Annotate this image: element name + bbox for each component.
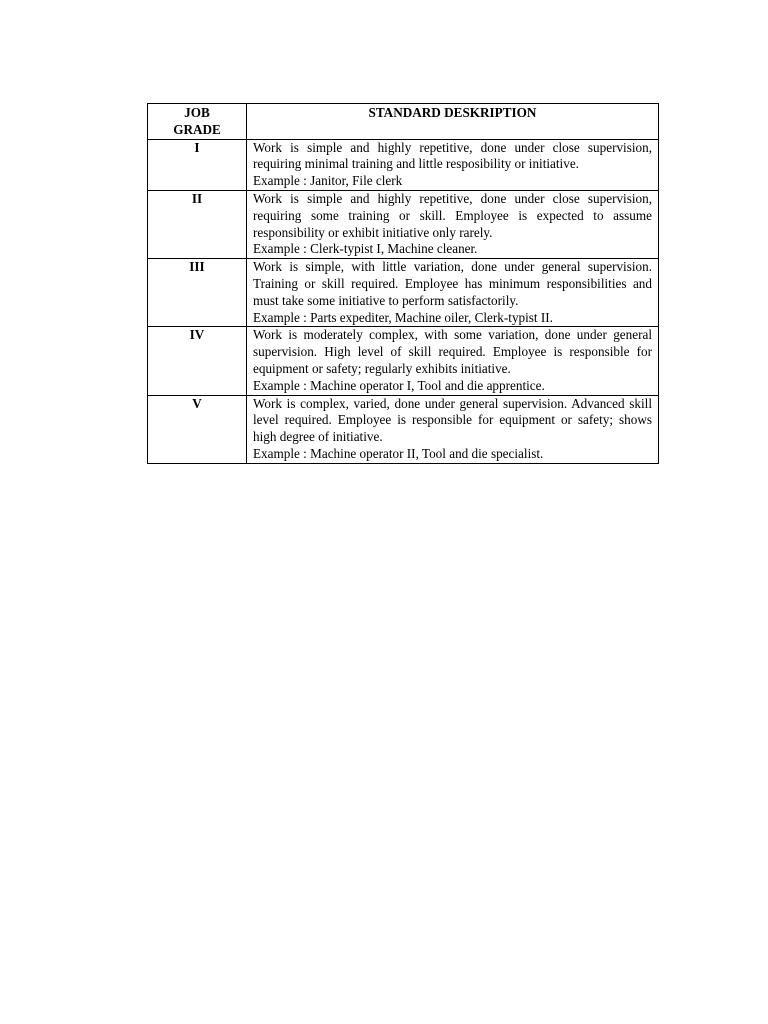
description-cell [247, 139, 659, 190]
description-cell [247, 395, 659, 463]
table-row [148, 327, 659, 395]
description-text: Work is complex, varied, done under general supervision. Advanced skill level required. Employee is responsible for equipment or safety; shows high degree of initiative. [253, 395, 652, 445]
table-row [148, 395, 659, 463]
standard-description-header: STANDARD DESKRIPTION [247, 104, 659, 140]
description-text: Work is simple and highly repetitive, done under close supervision, requiring minimal training and little resposibility or initiative. [253, 139, 652, 172]
header-row [148, 104, 659, 140]
description-text: Work is moderately complex, with some variation, done under general supervision. High level of skill required. Employee is responsible for equipment or safety; regularly exhibits initiative. [253, 327, 652, 376]
example-text: Example : Janitor, File clerk [253, 173, 403, 189]
description-cell [247, 190, 659, 258]
job-grade-header [148, 104, 247, 140]
example-text: Example : Machine operator II, Tool and die specialist. [253, 445, 544, 461]
example-text: Example : Clerk-typist I, Machine cleaner. [253, 241, 478, 257]
job-grade-cell: I [148, 139, 247, 190]
description-cell [247, 327, 659, 395]
table-header [148, 104, 659, 140]
description-cell [247, 259, 659, 327]
table-row [148, 259, 659, 327]
job-grade-cell: IV [148, 327, 247, 395]
description-text: Work is simple and highly repetitive, done under close supervision, requiring some training or skill. Employee is expected to assume responsibility or exhibit initiative only rarely. [253, 190, 652, 240]
example-text: Example : Parts expediter, Machine oiler, Clerk-typist II. [253, 309, 553, 325]
table-row [148, 139, 659, 190]
job-grade-cell: V [148, 395, 247, 463]
example-text: Example : Machine operator I, Tool and die apprentice. [253, 377, 545, 393]
job-grade-header-line2: GRADE [173, 121, 221, 137]
job-grade-cell: II [148, 190, 247, 258]
description-text: Work is simple, with little variation, done under general supervision. Training or skill required. Employee has minimum responsibilities and must take some initiative to perform satisfactorily. [253, 259, 652, 308]
job-grade-header-line1: JOB [184, 105, 210, 120]
job-grade-table [147, 103, 659, 464]
table-body [148, 139, 659, 463]
job-grade-cell: III [148, 259, 247, 327]
table-row [148, 190, 659, 258]
